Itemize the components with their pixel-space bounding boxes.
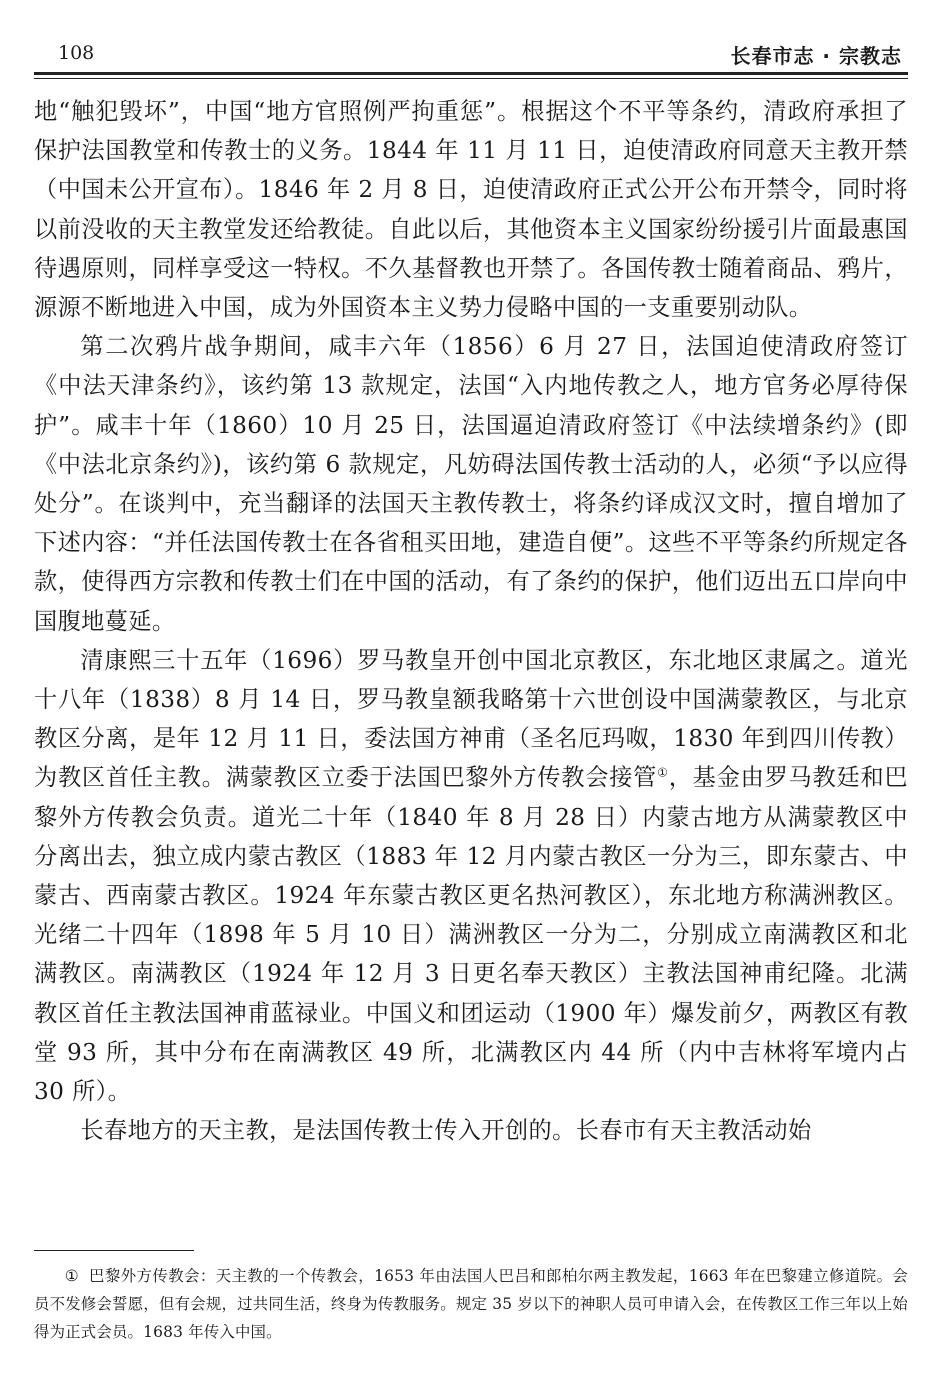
page-number: 108 [58, 42, 95, 64]
footnotes [34, 1262, 908, 1346]
paragraph-2: 第二次鸦片战争期间，咸丰六年（1856）6 月 27 日，法国迫使清政府签订《中法天津条约》，该约第 13 款规定，法国“入内地传教之人，地方官务必厚待保护”。咸丰十年（1860）10 月 25 日，法国逼迫清政府签订《中法续增条约》(即《中法北京条约》)，该约第 6 款规定，凡妨碍法国传教士活动的人，必须“予以应得处分”。在谈判中，充当翻译的法国天主教传教士，将条约译成汉文时，擅自增加了下述内容：“并任法国传教士在各省租买田地，建造自便”。这些不平等条约所规定各款，使得西方宗教和传教士们在中国的活动，有了条约的保护，他们迈出五口岸向中国腹地蔓延。 [34, 333, 908, 635]
page-header [34, 38, 906, 70]
paragraph-3-part-1: 清康熙三十五年（1696）罗马教皇开创中国北京教区，东北地区隶属之。道光十八年（1838）8 月 14 日，罗马教皇额我略第十六世创设中国满蒙教区，与北京教区分离，是年 12 月 11 日，委法国方神甫（圣名厄玛呶，1830 年到四川传教）为教区首任主教。满蒙教区立委于法国巴黎外方传教会接管 [34, 646, 908, 792]
running-title: 长春市志 · 宗教志 [730, 44, 902, 68]
footnote-marker: ① [64, 1267, 80, 1285]
paragraph-3-part-2: ，基金由罗马教廷和巴黎外方传教会负责。道光二十年（1840 年 8 月 28 日）内蒙古地方从满蒙教区中分离出去，独立成内蒙古教区（1883 年 12 月内蒙古教区一分为三，即东蒙古、中蒙古、西南蒙古教区。1924 年东蒙古教区更名热河教区），东北地方称满洲教区。光绪二十四年（1898 年 5 月 10 日）满洲教区一分为二，分别成立南满教区和北满教区。南满教区（1924 年 12 月 3 日更名奉天教区）主教法国神甫纪隆。北满教区首任主教法国神甫蓝禄业。中国义和团运动（1900 年）爆发前夕，两教区有教堂 93 所，其中分布在南满教区 49 所，北满教区内 44 所（内中吉林将军境内占 30 所）。 [34, 764, 908, 1106]
body-text [34, 92, 908, 1150]
paragraph-3 [34, 641, 908, 1111]
footnote-divider [34, 1250, 194, 1251]
footnote-text: 巴黎外方传教会：天主教的一个传教会，1653 年由法国人巴吕和郎柏尔两主教发起，1663 年在巴黎建立修道院。会员不发修会誓愿，但有会规，过共同生活，终身为传教服务。规定 35 岁以下的神职人员可申请入会，在传教区工作三年以上始得为正式会员。1683 年传入中国。 [34, 1267, 908, 1341]
paragraph-4: 长春地方的天主教，是法国传教士传入开创的。长春市有天主教活动始 [80, 1117, 812, 1145]
header-rule-thick [34, 72, 908, 75]
footnote-reference[interactable]: ① [657, 765, 669, 780]
footnote-1 [34, 1262, 908, 1346]
paragraph-1: 地“触犯毁坏”，中国“地方官照例严拘重惩”。根据这个不平等条约，清政府承担了保护法国教堂和传教士的义务。1844 年 11 月 11 日，迫使清政府同意天主教开禁（中国未公开宣布）。1846 年 2 月 8 日，迫使清政府正式公开公布开禁令，同时将以前没收的天主教堂发还给教徒。自此以后，其他资本主义国家纷纷援引片面最惠国待遇原则，同样享受这一特权。不久基督教也开禁了。各国传教士随着商品、鸦片，源源不断地进入中国，成为外国资本主义势力侵略中国的一支重要别动队。 [34, 98, 908, 322]
header-rule-thin [34, 78, 908, 79]
